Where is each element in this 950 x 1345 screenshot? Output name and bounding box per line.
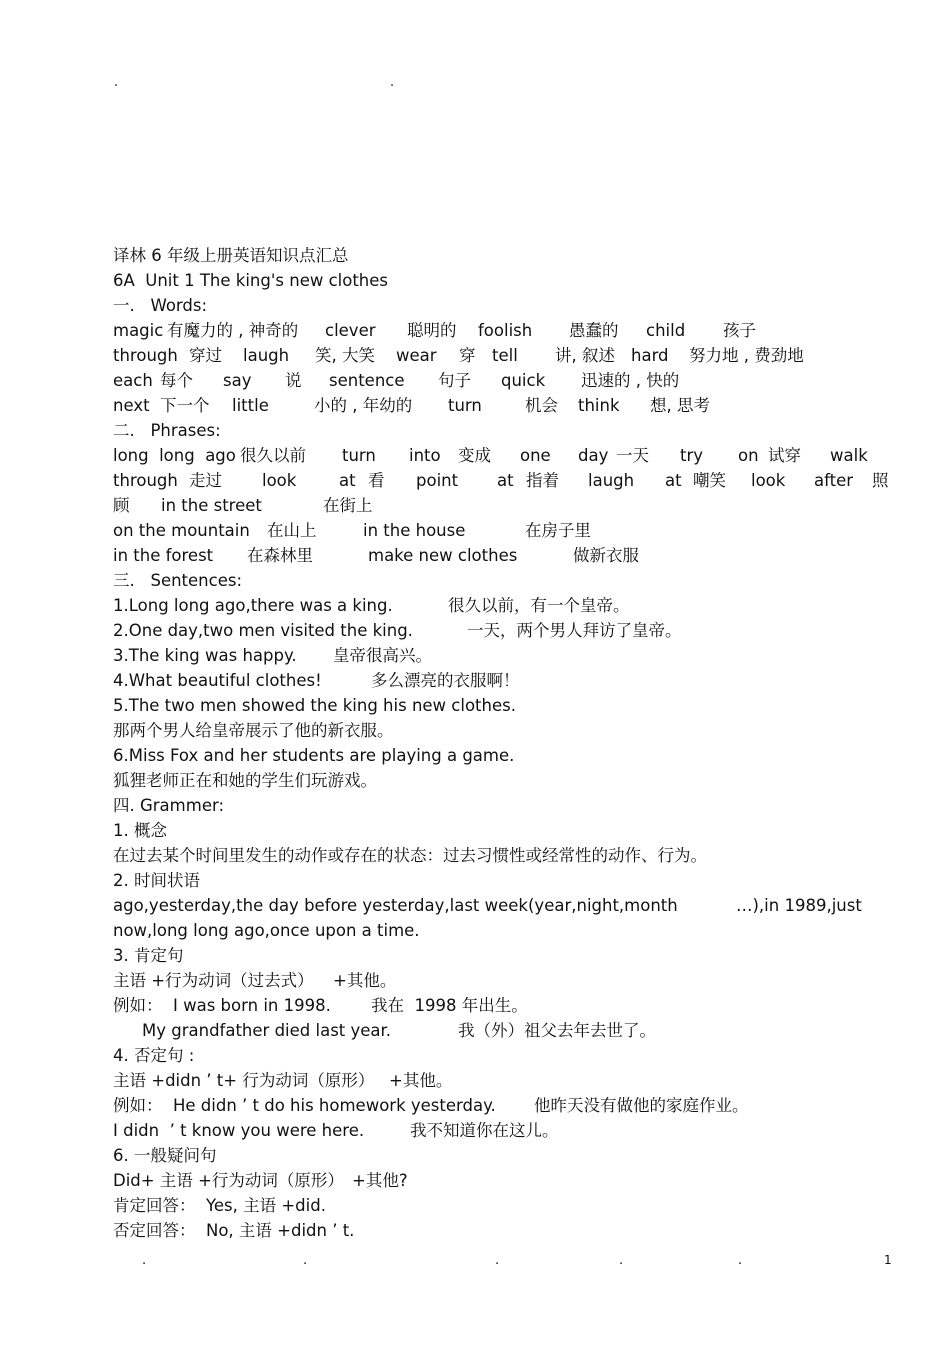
sentence-line: 5.The two men showed the king his new clothes. <box>113 696 516 715</box>
phrase-zh: 指着 <box>526 471 559 490</box>
sentence-row <box>113 668 903 693</box>
word-row <box>113 368 903 393</box>
sentence-line: 6.Miss Fox and her students are playing a game. <box>113 746 515 765</box>
word-zh: 愚蠢的 <box>569 321 619 340</box>
word-en: laugh <box>243 346 290 365</box>
phrase-en: at <box>497 471 514 490</box>
header-dot: . <box>114 75 119 90</box>
footer-dot: . <box>738 1253 743 1268</box>
grammar-line: 否定回答： No, 主语 +didn ’ t. <box>113 1221 355 1240</box>
grammar-text: ago,yesterday,the day before yesterday,last week(year,night,month <box>113 896 678 915</box>
document-title: 译林 6 年级上册英语知识点汇总 <box>113 246 349 265</box>
phrase-en: in the street <box>161 496 262 515</box>
phrase-en: walk <box>830 446 868 465</box>
word-zh: 每个 <box>160 371 193 390</box>
word-zh: 机会 <box>525 396 558 415</box>
phrase-en: through <box>113 471 178 490</box>
phrase-zh: 嘲笑 <box>693 471 726 490</box>
phrase-zh: 变成 <box>458 446 491 465</box>
sentence-en: 4.What beautiful clothes! <box>113 671 322 690</box>
grammar-text: 主语 +行为动词（过去式） <box>113 971 314 990</box>
sentence-row <box>113 593 903 618</box>
grammar-line <box>113 993 903 1018</box>
sentence-zh: 多么漂亮的衣服啊！ <box>371 671 520 690</box>
grammar-text: 主语 +didn ’ t+ 行为动词（原形） <box>113 1071 375 1090</box>
word-en: turn <box>448 396 482 415</box>
phrase-zh: 照 <box>872 471 889 490</box>
phrase-zh: 试穿 <box>768 446 801 465</box>
footer-dot: . <box>495 1253 500 1268</box>
word-zh: 穿 <box>459 346 476 365</box>
grammar-line <box>113 1168 903 1193</box>
phrase-en: day <box>578 446 609 465</box>
word-zh: 小的 , 年幼的 <box>314 396 413 415</box>
grammar-text: 我不知道你在这儿。 <box>410 1121 559 1140</box>
phrase-en: on <box>738 446 759 465</box>
phrase-en: look <box>262 471 297 490</box>
phrase-zh: 走过 <box>189 471 222 490</box>
word-zh: 句子 <box>438 371 471 390</box>
phrase-row <box>113 468 903 493</box>
word-en: say <box>223 371 252 390</box>
phrase-en: after <box>814 471 854 490</box>
word-en: child <box>646 321 686 340</box>
word-en: foolish <box>478 321 533 340</box>
word-en: quick <box>501 371 546 390</box>
grammar-line <box>113 1068 903 1093</box>
unit-title: 6A Unit 1 The king's new clothes <box>113 271 389 290</box>
phrase-en: into <box>409 446 441 465</box>
grammar-text: 例如： He didn ’ t do his homework yesterday. <box>113 1096 496 1115</box>
word-zh: 迅速的 , 快的 <box>581 371 680 390</box>
phrase-en: make new clothes <box>368 546 518 565</box>
word-zh: 讲, 叙述 <box>555 346 615 365</box>
grammar-text: 我在 1998 年出生。 <box>371 996 528 1015</box>
phrase-zh: 在街上 <box>323 496 373 515</box>
grammar-line: 3. 肯定句 <box>113 946 184 965</box>
grammar-line: 肯定回答： Yes, 主语 +did. <box>113 1196 326 1215</box>
word-row <box>113 393 903 418</box>
word-zh: 下一个 <box>160 396 210 415</box>
word-en: magic <box>113 321 164 340</box>
word-en: through <box>113 346 178 365</box>
grammar-text: 我（外）祖父去年去世了。 <box>458 1021 656 1040</box>
word-zh: 说 <box>285 371 302 390</box>
phrase-en: look <box>751 471 786 490</box>
phrases-heading: 二. Phrases: <box>113 421 221 440</box>
phrase-row <box>113 543 903 568</box>
phrase-zh: 顾 <box>113 496 130 515</box>
document-body <box>113 243 903 1243</box>
phrase-zh: 一天 <box>616 446 649 465</box>
phrase-en: at <box>665 471 682 490</box>
grammar-text: 他昨天没有做他的家庭作业。 <box>534 1096 749 1115</box>
grammar-line <box>113 1018 903 1043</box>
grammar-text: My grandfather died last year. <box>142 1021 392 1040</box>
phrase-en: in the house <box>363 521 466 540</box>
word-row <box>113 343 903 368</box>
word-en: little <box>232 396 269 415</box>
word-zh: 有魔力的 , 神奇的 <box>167 321 299 340</box>
sentence-en: 3.The king was happy. <box>113 646 297 665</box>
phrase-en: point <box>416 471 459 490</box>
word-en: wear <box>396 346 437 365</box>
grammar-text: 例如： I was born in 1998. <box>113 996 331 1015</box>
grammar-line <box>113 1093 903 1118</box>
sentence-row <box>113 643 903 668</box>
grammar-heading: 四. Grammer: <box>113 796 225 815</box>
grammar-line: 1. 概念 <box>113 821 167 840</box>
phrase-en: laugh <box>588 471 635 490</box>
phrase-en: in the forest <box>113 546 214 565</box>
grammar-text: +其他。 <box>389 1071 453 1090</box>
word-row <box>113 318 903 343</box>
word-zh: 想, 思考 <box>650 396 710 415</box>
grammar-line: 在过去某个时间里发生的动作或存在的状态：过去习惯性或经常性的动作、行为。 <box>113 846 707 865</box>
sentence-line: 狐狸老师正在和她的学生们玩游戏。 <box>113 771 377 790</box>
sentence-row <box>113 618 903 643</box>
grammar-text: I didn ’ t know you were here. <box>113 1121 365 1140</box>
phrase-row <box>113 518 903 543</box>
word-en: tell <box>492 346 518 365</box>
word-zh: 聪明的 <box>407 321 457 340</box>
phrase-zh: 在森林里 <box>247 546 313 565</box>
phrase-en: turn <box>342 446 376 465</box>
grammar-line: 4. 否定句 : <box>113 1046 195 1065</box>
page-number: 1 <box>884 1253 892 1267</box>
phrase-en: one <box>520 446 551 465</box>
sentence-en: 1.Long long ago,there was a king. <box>113 596 393 615</box>
phrase-en: try <box>680 446 704 465</box>
grammar-line: 2. 时间状语 <box>113 871 200 890</box>
grammar-text: Did+ 主语 +行为动词（原形） <box>113 1171 344 1190</box>
phrase-en: on the mountain <box>113 521 250 540</box>
word-en: sentence <box>329 371 405 390</box>
word-zh: 努力地 , 费劲地 <box>689 346 804 365</box>
word-zh: 笑, 大笑 <box>315 346 375 365</box>
grammar-text: +其他? <box>352 1171 408 1190</box>
word-en: each <box>113 371 153 390</box>
word-en: next <box>113 396 150 415</box>
sentence-zh: 皇帝很高兴。 <box>333 646 432 665</box>
phrase-zh: 做新衣服 <box>573 546 639 565</box>
grammar-line <box>113 968 903 993</box>
sentence-line: 那两个男人给皇帝展示了他的新衣服。 <box>113 721 394 740</box>
phrase-en: long long ago <box>113 446 236 465</box>
grammar-line: now,long long ago,once upon a time. <box>113 921 420 940</box>
sentences-heading: 三. Sentences: <box>113 571 243 590</box>
words-heading: 一. Words: <box>113 296 208 315</box>
footer-dot: . <box>303 1253 308 1268</box>
phrase-en: at <box>339 471 356 490</box>
grammar-line: 6. 一般疑问句 <box>113 1146 217 1165</box>
word-en: clever <box>325 321 376 340</box>
word-zh: 孩子 <box>723 321 756 340</box>
footer-dot: . <box>142 1253 147 1268</box>
phrase-zh: 在山上 <box>267 521 317 540</box>
phrase-row <box>113 443 903 468</box>
sentence-zh: 一天，两个男人拜访了皇帝。 <box>467 621 682 640</box>
phrase-zh: 在房子里 <box>525 521 591 540</box>
grammar-text: …),in 1989,just <box>736 896 862 915</box>
word-en: think <box>578 396 620 415</box>
header-dot: . <box>390 75 395 90</box>
footer-dot: . <box>619 1253 624 1268</box>
sentence-zh: 很久以前，有一个皇帝。 <box>448 596 630 615</box>
grammar-line <box>113 893 903 918</box>
phrase-row <box>113 493 903 518</box>
sentence-en: 2.One day,two men visited the king. <box>113 621 413 640</box>
phrase-zh: 很久以前 <box>240 446 306 465</box>
phrase-zh: 看 <box>368 471 385 490</box>
word-zh: 穿过 <box>189 346 222 365</box>
word-en: hard <box>631 346 669 365</box>
grammar-line <box>113 1118 903 1143</box>
grammar-text: +其他。 <box>333 971 397 990</box>
